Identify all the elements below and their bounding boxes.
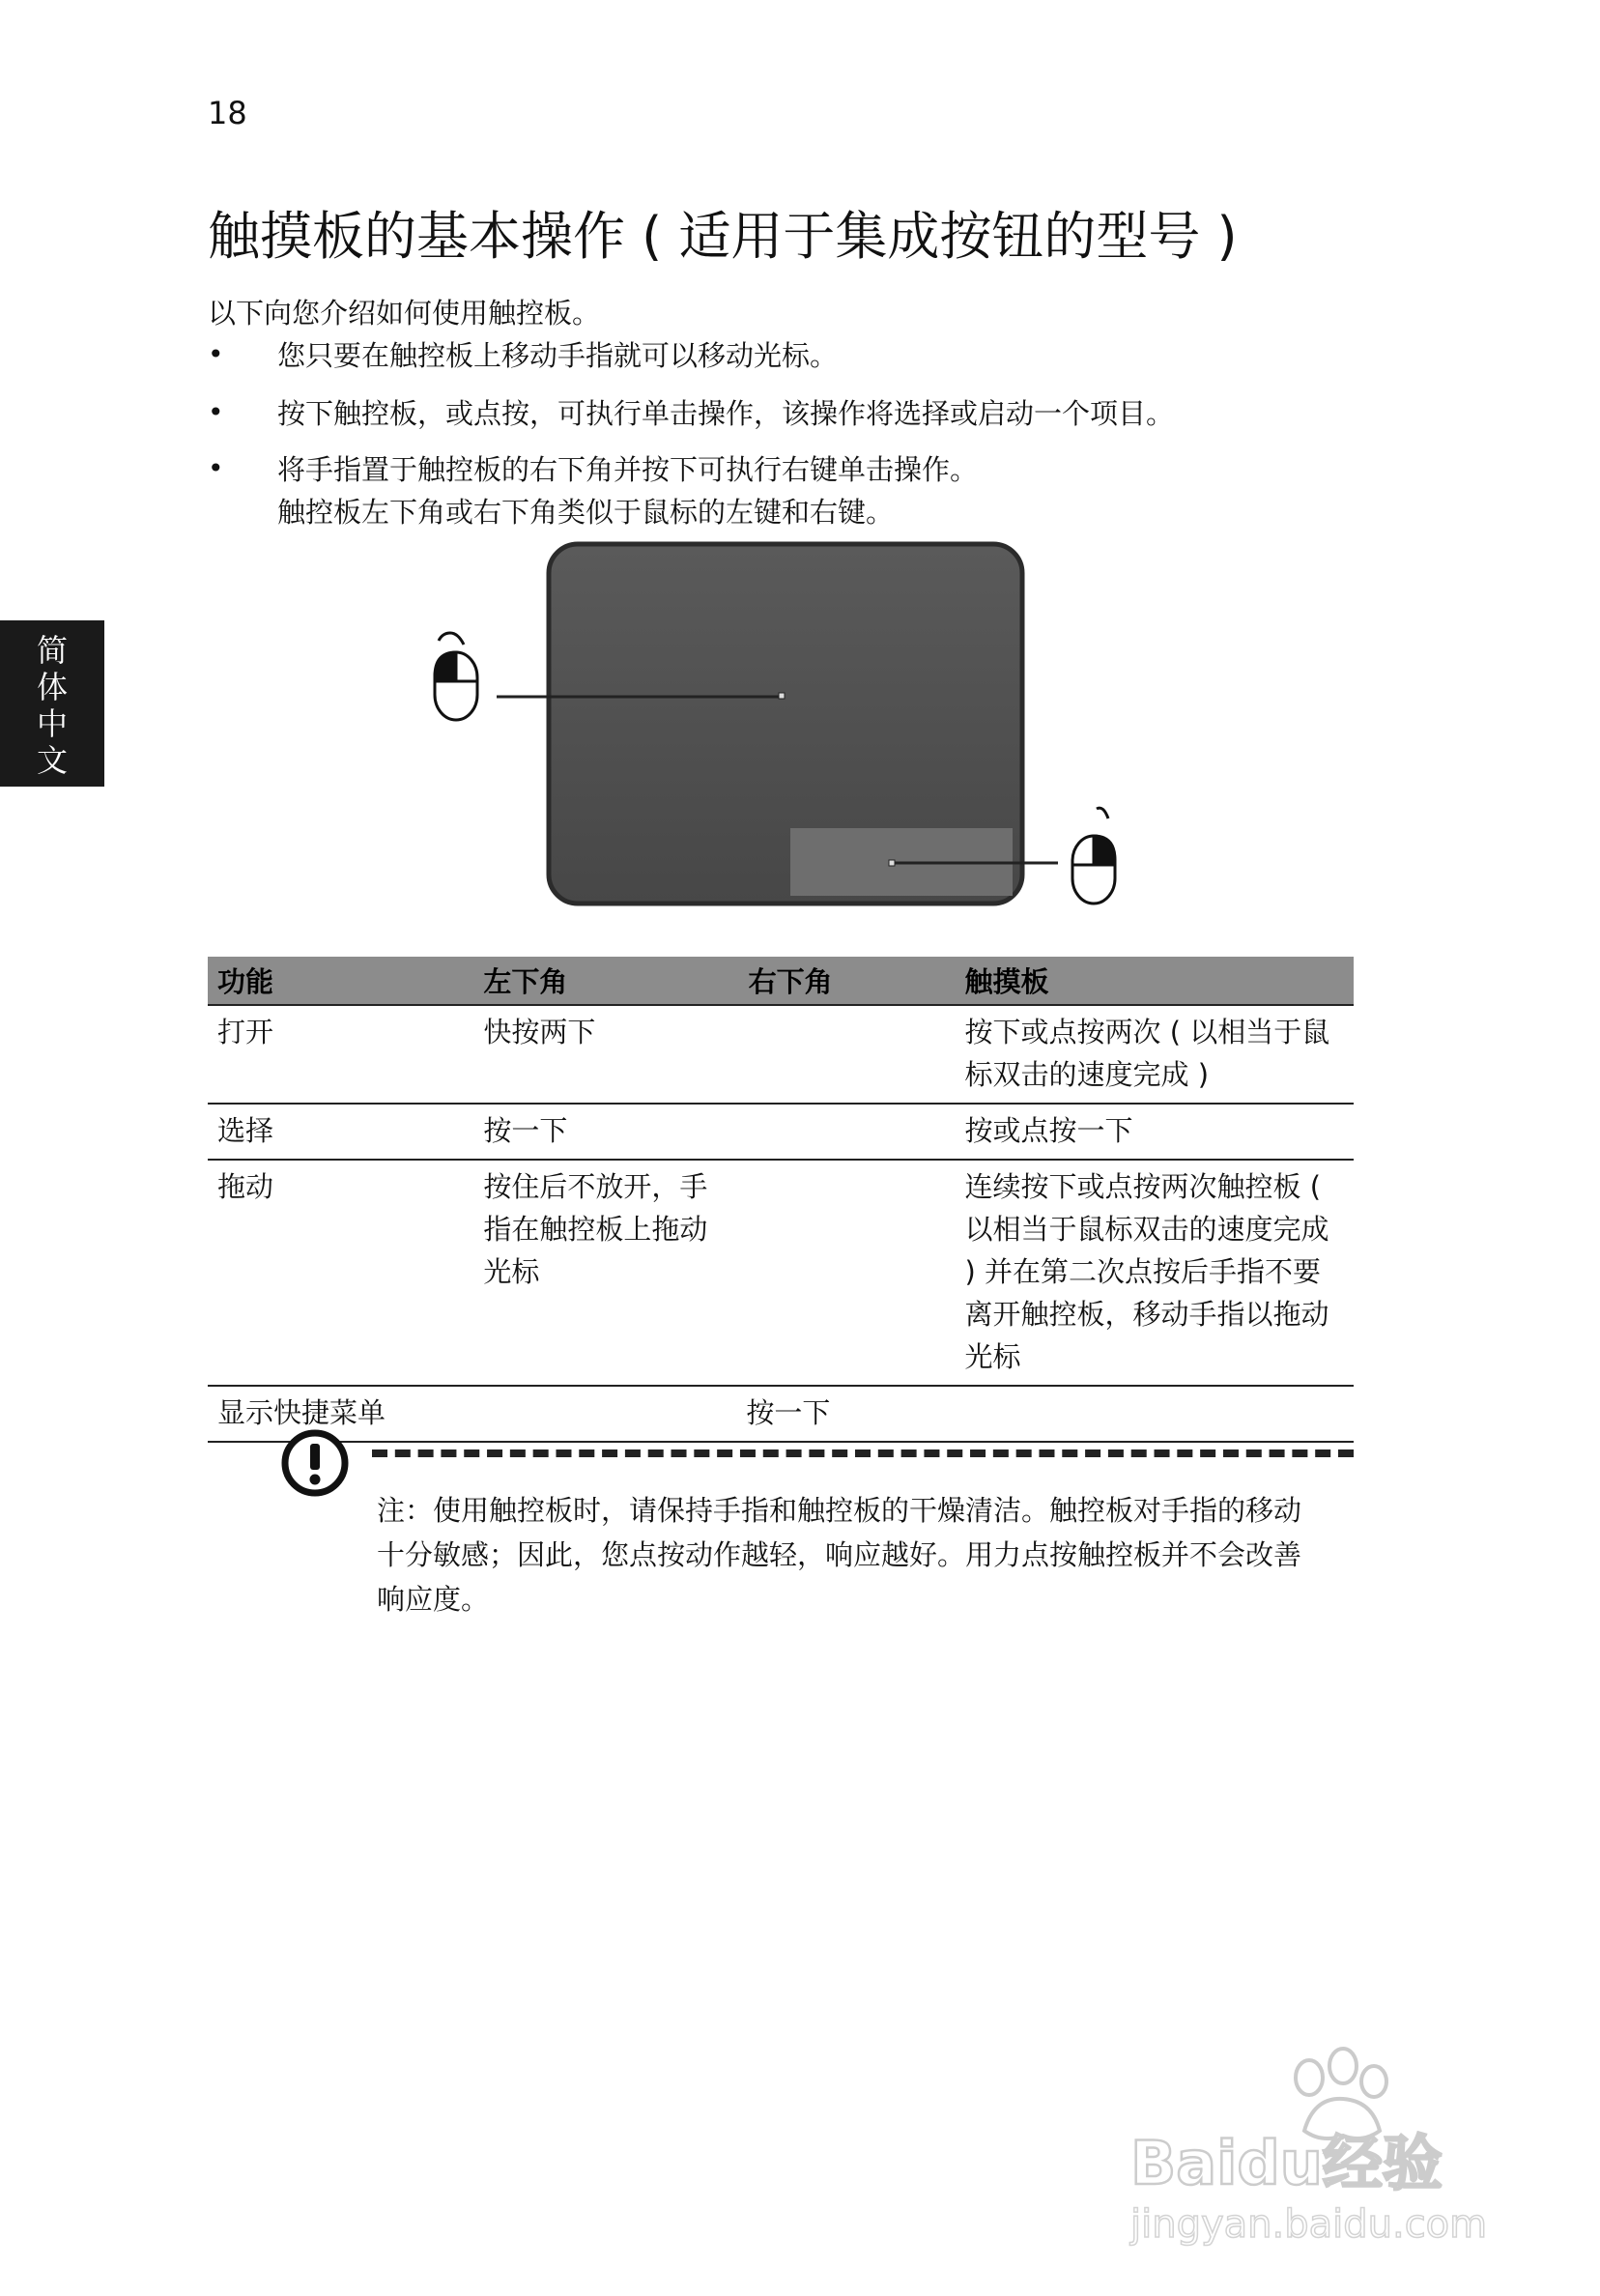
- watermark-brand: Baidu经验: [1130, 2128, 1443, 2198]
- table-row: [208, 1104, 1354, 1160]
- cell-touchpad: 按或点按一下: [956, 1104, 1355, 1160]
- header-bottom-right: 右下角: [739, 957, 956, 1005]
- cell-bottom-right-span: 按一下: [473, 1386, 1354, 1442]
- header-bottom-left: 左下角: [473, 957, 738, 1005]
- cell-bottom-left: 按住后不放开，手指在触控板上拖动光标: [473, 1160, 738, 1386]
- bullet-item: 按下触控板，或点按，可执行单击操作，该操作将选择或启动一个项目。: [277, 397, 1175, 430]
- page-number: 18: [208, 95, 247, 131]
- bullet-dot: •: [208, 338, 224, 370]
- baidu-jingyan-watermark: [1111, 2039, 1517, 2252]
- cell-function: 拖动: [208, 1160, 473, 1386]
- side-tab-char: 简: [36, 632, 68, 669]
- function-table: [208, 957, 1354, 1443]
- table-row: [208, 1386, 1354, 1442]
- side-tab-char: 中: [36, 705, 68, 742]
- touchpad-illustration: [415, 536, 1150, 923]
- cell-bottom-right: [739, 1104, 956, 1160]
- cell-bottom-left: 快按两下: [473, 1005, 738, 1104]
- bullet-dot: •: [208, 452, 224, 484]
- watermark-url: jingyan.baidu.com: [1130, 2202, 1488, 2247]
- table-row: [208, 1005, 1354, 1104]
- cell-touchpad: 按下或点按两次 ( 以相当于鼠标双击的速度完成 ): [956, 1005, 1355, 1104]
- note-divider: [372, 1449, 1354, 1457]
- cell-bottom-right: [739, 1005, 956, 1104]
- bullet-item: 您只要在触控板上移动手指就可以移动光标。: [277, 339, 839, 372]
- cell-function: 选择: [208, 1104, 473, 1160]
- mouse-right-click-icon: [1072, 808, 1115, 904]
- section-title: 触摸板的基本操作 ( 适用于集成按钮的型号 ): [208, 206, 1238, 267]
- intro-text: 以下向您介绍如何使用触控板。: [208, 297, 601, 330]
- bullet-item: 将手指置于触控板的右下角并按下可执行右键单击操作。: [277, 453, 979, 486]
- cell-function: 打开: [208, 1005, 473, 1104]
- side-tab-char: 文: [36, 742, 68, 779]
- language-side-tab: [0, 620, 104, 787]
- mouse-left-click-icon: [435, 633, 477, 720]
- table-row: [208, 1160, 1354, 1386]
- side-tab-char: 体: [36, 669, 68, 705]
- bullet-dot: •: [208, 396, 224, 428]
- bullet-item-continuation: 触控板左下角或右下角类似于鼠标的左键和右键。: [277, 496, 895, 529]
- cell-bottom-right: [739, 1160, 956, 1386]
- cell-function: 显示快捷菜单: [208, 1386, 473, 1442]
- table-header-row: [208, 957, 1354, 1005]
- note-text: 注：使用触控板时，请保持手指和触控板的干燥清洁。触控板对手指的移动十分敏感；因此，您点按动作越轻，响应越好。用力点按触控板并不会改善响应度。: [377, 1494, 1302, 1616]
- cell-bottom-left: 按一下: [473, 1104, 738, 1160]
- cell-touchpad: 连续按下或点按两次触控板 ( 以相当于鼠标双击的速度完成 ) 并在第二次点按后手指不要离开触控板，移动手指以拖动光标: [956, 1160, 1355, 1386]
- header-touchpad: 触摸板: [956, 957, 1355, 1005]
- warning-exclamation-icon: [280, 1428, 350, 1498]
- header-function: 功能: [208, 957, 473, 1005]
- paw-icon: [1296, 2049, 1386, 2138]
